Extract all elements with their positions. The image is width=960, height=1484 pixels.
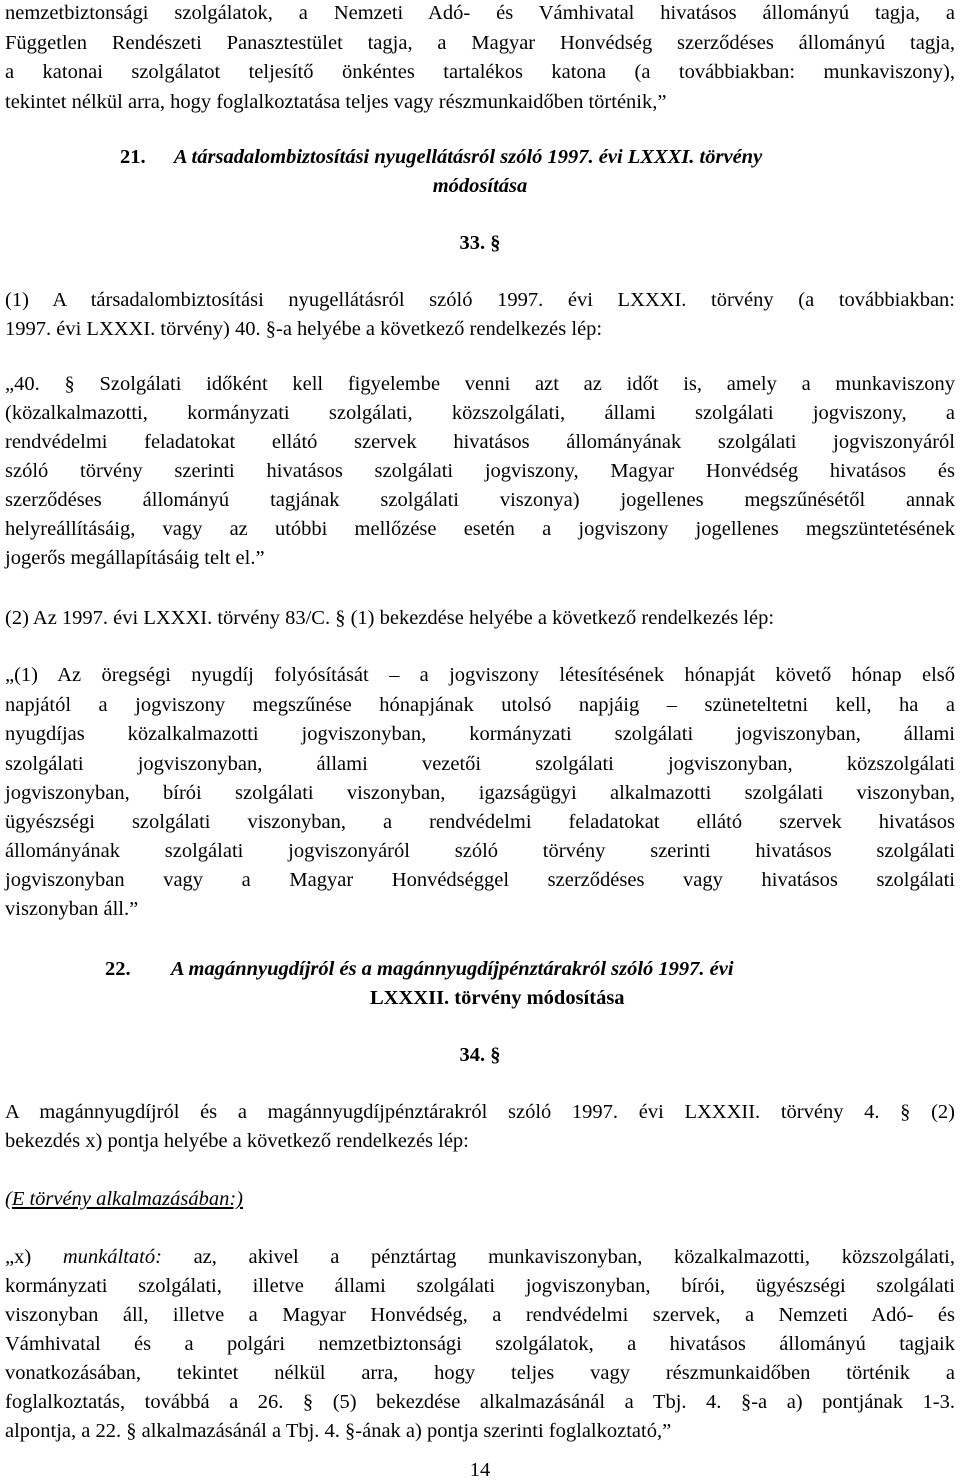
quote-x-line-3: viszonyban áll, illetve a Magyar Honvédség, a rendvédelmi szervek, a Nemzeti Adó- és — [5, 1304, 955, 1326]
quote40-line-7: jogerős megállapításáig telt el.” — [5, 547, 265, 569]
section-21-number: 21. — [120, 146, 146, 168]
para34-p1-line-1: A magánnyugdíjról és a magánnyugdíjpénztárakról szóló 1997. évi LXXXII. törvény 4. § (2) — [5, 1101, 955, 1123]
quote83-line-2: napjától a jogviszony megszűnése hónapjának utolsó napjáig – szüneteltetni kell, ha a — [5, 694, 955, 716]
para33-p1-line-2: 1997. évi LXXXI. törvény) 40. §-a helyébe a következő rendelkezés lép: — [5, 318, 603, 340]
section-22-title-cont-text: LXXXII. törvény módosítása — [370, 987, 625, 1009]
paragraph-34-heading: 34. § — [459, 1044, 501, 1066]
section-22-heading — [105, 955, 945, 983]
intro-line-3: a katonai szolgálatot teljesítő önkéntes tartalékos katona (a továbbiakban: munkaviszony), — [5, 61, 955, 83]
quote40-line-2: (közalkalmazotti, kormányzati szolgálati, közszolgálati, állami szolgálati jogviszony, a — [5, 402, 955, 424]
para33-p2: (2) Az 1997. évi LXXXI. törvény 83/C. § (1) bekezdése helyébe a következő rendelkezés lép: — [5, 607, 775, 629]
quote83-line-5: jogviszonyban, bírói szolgálati viszonyban, igazságügyi alkalmazotti szolgálati viszonyban, — [5, 782, 955, 804]
section-21-title-cont: módosítása — [432, 175, 528, 197]
quote-x-prefix: „x) — [5, 1246, 63, 1268]
quote83-line-3: nyugdíjas közalkalmazotti jogviszonyban, kormányzati szolgálati jogviszonyban, állami — [5, 723, 955, 745]
quote40-line-3: rendvédelmi feladatokat ellátó szervek hivatásos állományának szolgálati jogviszonyáról — [5, 431, 955, 453]
quote83-line-4: szolgálati jogviszonyban, állami vezetői szolgálati jogviszonyban, közszolgálati — [5, 753, 955, 775]
quote-x-line-2: kormányzati szolgálati, illetve állami szolgálati jogviszonyban, bírói, ügyészségi szolgálati — [5, 1275, 955, 1297]
section-22-number: 22. — [105, 958, 131, 980]
section-21-heading — [120, 143, 940, 171]
page-number: 14 — [469, 1459, 491, 1481]
quote83-line-9: viszonyban áll.” — [5, 898, 139, 920]
quote-x-line-1 — [5, 1243, 955, 1271]
quote83-line-6: ügyészségi szolgálati viszonyban, a rendvédelmi feladatokat ellátó szervek hivatásos — [5, 811, 955, 833]
intro-line-4: tekintet nélkül arra, hogy foglalkoztatása teljes vagy részmunkaidőben történik,” — [5, 91, 667, 113]
intro-line-2: Független Rendészeti Panasztestület tagja, a Magyar Honvédség szerződéses állományú tagja, — [5, 32, 955, 54]
section-22-title-cont — [370, 984, 870, 1012]
quote40-line-6: helyreállításáig, vagy az utóbbi mellőzése esetén a jogviszony jogellenes megszüntetésének — [5, 518, 955, 540]
context-label: (E törvény alkalmazásában:) — [5, 1188, 243, 1210]
quote83-line-1: „(1) Az öregségi nyugdíj folyósítását – a jogviszony létesítésének hónapját követő hónap első — [5, 664, 955, 686]
para33-p1-line-1: (1) A társadalombiztosítási nyugellátásról szóló 1997. évi LXXXI. törvény (a továbbiakban: — [5, 289, 955, 311]
intro-line-1: nemzetbiztonsági szolgálatok, a Nemzeti Adó- és Vámhivatal hivatásos állományú tagja, a — [5, 2, 955, 24]
quote83-line-7: állományának szolgálati jogviszonyáról szóló törvény szerinti hivatásos szolgálati — [5, 840, 955, 862]
quote83-line-8: jogviszonyban vagy a Magyar Honvédséggel szerződéses vagy hivatásos szolgálati — [5, 869, 955, 891]
section-21-title: A társadalombiztosítási nyugellátásról szóló 1997. évi LXXXI. törvény — [173, 146, 763, 168]
quote-x-line-5: vonatkozásában, tekintet nélkül arra, hogy teljes vagy részmunkaidőben történik a — [5, 1362, 955, 1384]
quote-x-first-rest: az, akivel a pénztártag munkaviszonyban, közalkalmazotti, közszolgálati, — [161, 1246, 955, 1268]
quote40-line-1: „40. § Szolgálati időként kell figyelembe venni azt az időt is, amely a munkaviszony — [5, 373, 955, 395]
quote-x-line-4: Vámhivatal és a polgári nemzetbiztonsági szolgálatok, a hivatásos állományú tagjaik — [5, 1333, 955, 1355]
quote40-line-5: szerződéses állományú tagjának szolgálati viszonya) jogellenes megszűnésétől annak — [5, 489, 955, 511]
quote40-line-4: szóló törvény szerinti hivatásos szolgálati jogviszony, Magyar Honvédség hivatásos és — [5, 460, 955, 482]
quote-x-term: munkáltató: — [62, 1246, 162, 1268]
quote-x-line-7: alpontja, a 22. § alkalmazásánál a Tbj. 4. §-ának a) pontja szerinti foglalkoztató,” — [5, 1420, 672, 1442]
quote-x-line-6: foglalkoztatás, továbbá a 26. § (5) bekezdése alkalmazásánál a Tbj. 4. §-a a) pontjának 1-3. — [5, 1391, 955, 1413]
paragraph-33-heading: 33. § — [459, 232, 501, 254]
section-22-title: A magánnyugdíjról és a magánnyugdíjpénztárakról szóló 1997. évi — [170, 958, 734, 980]
para34-p1-line-2: bekezdés x) pontja helyébe a következő rendelkezés lép: — [5, 1130, 469, 1152]
